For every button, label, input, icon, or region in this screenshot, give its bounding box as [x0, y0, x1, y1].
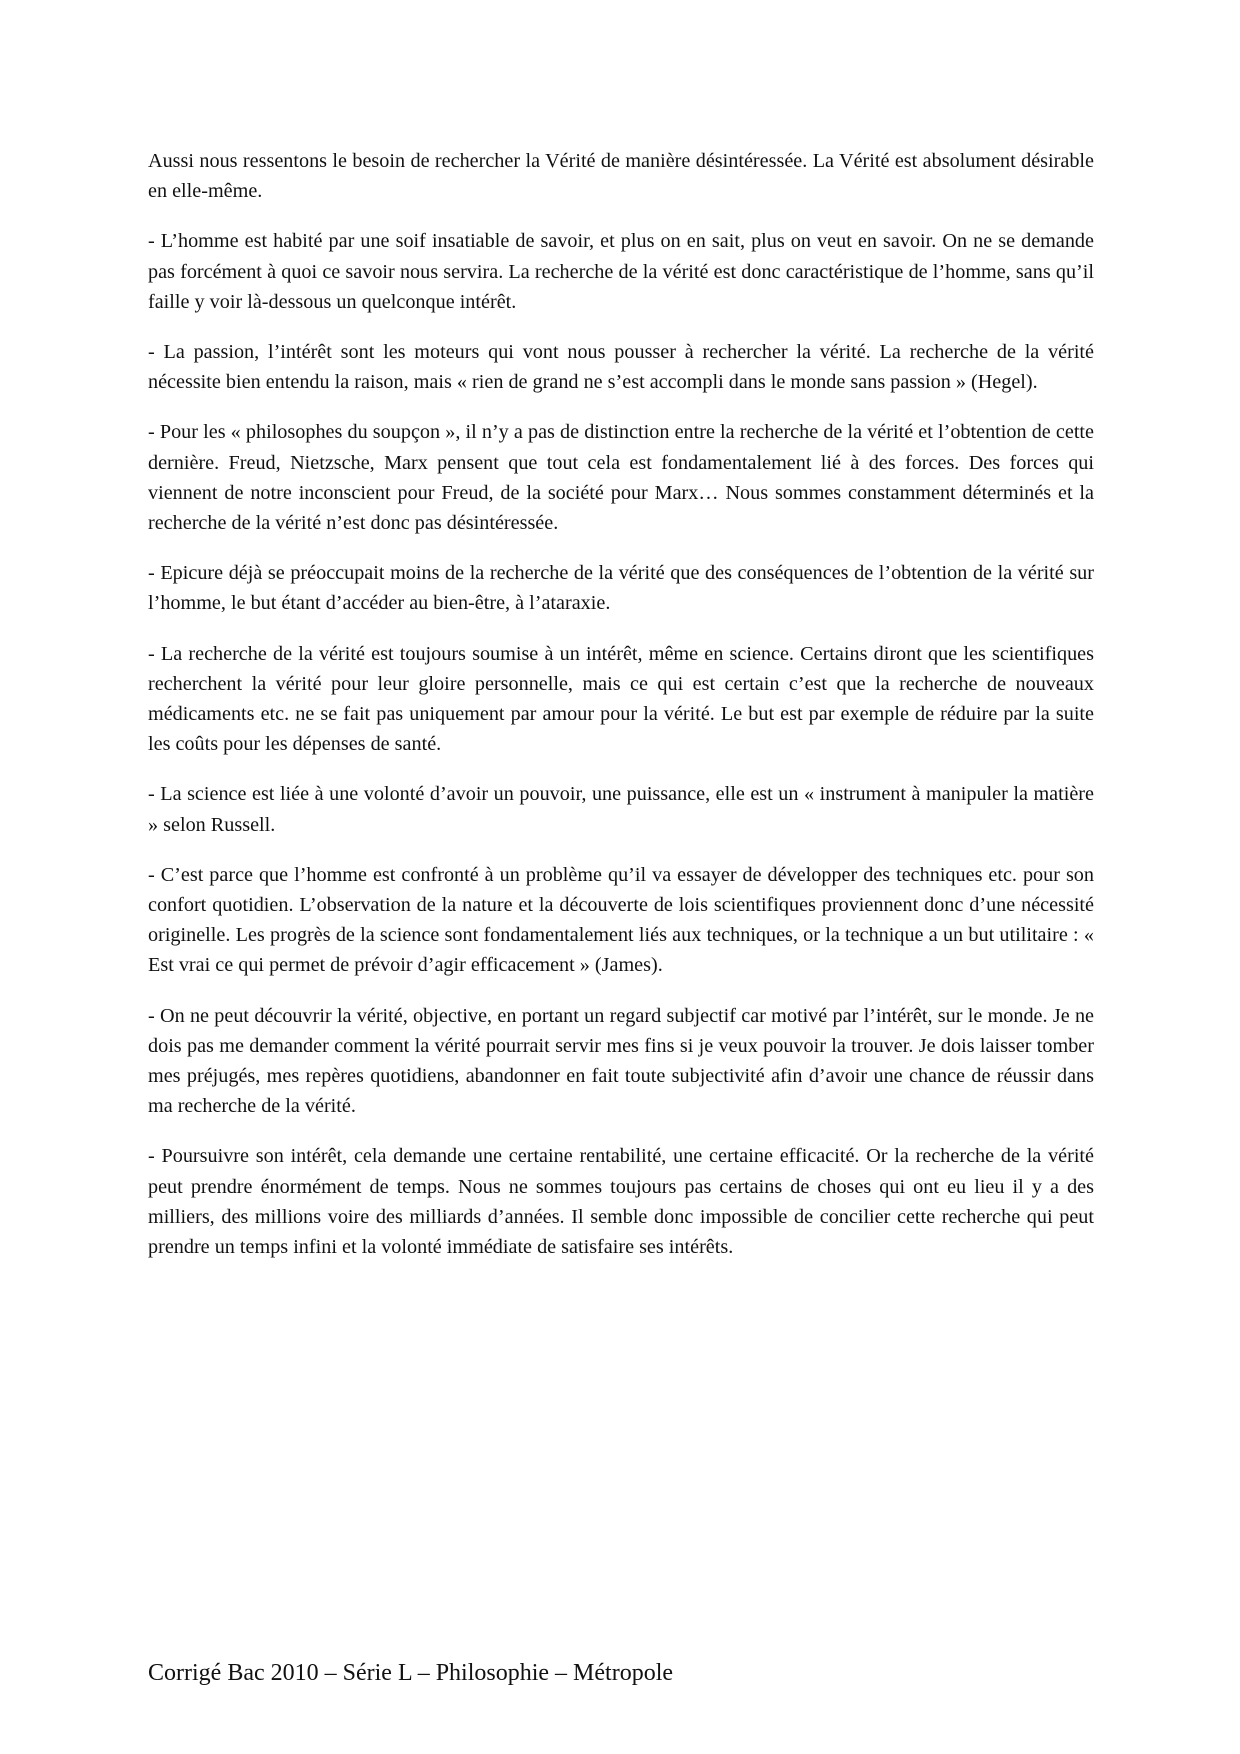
paragraph-4: - Pour les « philosophes du soupçon », il n’y a pas de distinction entre la recherche de la vérité et l’obtention de cette dernière. Freud, Nietzsche, Marx pensent que tout cela est fondamentalement lié à des forces. Des forces qui viennent de notre inconscient pour Freud, de la société pour Marx… Nous sommes constamment déterminés et la recherche de la vérité n’est donc pas désintéressée. [148, 421, 1094, 535]
paragraph-1: Aussi nous ressentons le besoin de rechercher la Vérité de manière désintéressée. La Vérité est absolument désirable en elle-même. [148, 150, 1094, 203]
paragraph-7: - La science est liée à une volonté d’avoir un pouvoir, une puissance, elle est un « instrument à manipuler la matière » selon Russell. [148, 783, 1094, 836]
page-footer: Corrigé Bac 2010 – Série L – Philosophie – Métropole [148, 1660, 674, 1686]
paragraph-9: - On ne peut découvrir la vérité, objective, en portant un regard subjectif car motivé par l’intérêt, sur le monde. Je ne dois pas me demander comment la vérité pourrait servir mes fins si je veux pouvoir la trouver. Je dois laisser tomber mes préjugés, mes repères quotidiens, abandonner en fait toute subjectivité afin d’avoir une chance de réussir dans ma recherche de la vérité. [148, 1004, 1094, 1118]
paragraph-3: - La passion, l’intérêt sont les moteurs qui vont nous pousser à rechercher la vérité. La recherche de la vérité nécessite bien entendu la raison, mais « rien de grand ne s’est accompli dans le monde sans passion » (Hegel). [148, 341, 1094, 394]
paragraph-10: - Poursuivre son intérêt, cela demande une certaine rentabilité, une certaine efficacité. Or la recherche de la vérité peut prendre énormément de temps. Nous ne sommes toujours pas certains de choses qui ont eu lieu il y a des milliers, des millions voire des milliards d’années. Il semble donc impossible de concilier cette recherche qui peut prendre un temps infini et la volonté immédiate de satisfaire ses intérêts. [148, 1145, 1094, 1259]
paragraph-8: - C’est parce que l’homme est confronté à un problème qu’il va essayer de développer des techniques etc. pour son confort quotidien. L’observation de la nature et la découverte de lois scientifiques proviennent donc d’une nécessité originelle. Les progrès de la science sont fondamentalement liés aux techniques, or la technique a un but utilitaire : « Est vrai ce qui permet de prévoir d’agir efficacement » (James). [148, 863, 1094, 977]
paragraph-2: - L’homme est habité par une soif insatiable de savoir, et plus on en sait, plus on veut en savoir. On ne se demande pas forcément à quoi ce savoir nous servira. La recherche de la vérité est donc caractéristique de l’homme, sans qu’il faille y voir là-dessous un quelconque intérêt. [148, 230, 1094, 313]
paragraph-5: - Epicure déjà se préoccupait moins de la recherche de la vérité que des conséquences de l’obtention de la vérité sur l’homme, le but étant d’accéder au bien-être, à l’ataraxie. [148, 562, 1094, 615]
document-body [148, 146, 1094, 1282]
paragraph-6: - La recherche de la vérité est toujours soumise à un intérêt, même en science. Certains diront que les scientifiques recherchent la vérité pour leur gloire personnelle, mais ce qui est certain c’est que la recherche de nouveaux médicaments etc. ne se fait pas uniquement par amour pour la vérité. Le but est par exemple de réduire par la suite les coûts pour les dépenses de santé. [148, 642, 1094, 756]
